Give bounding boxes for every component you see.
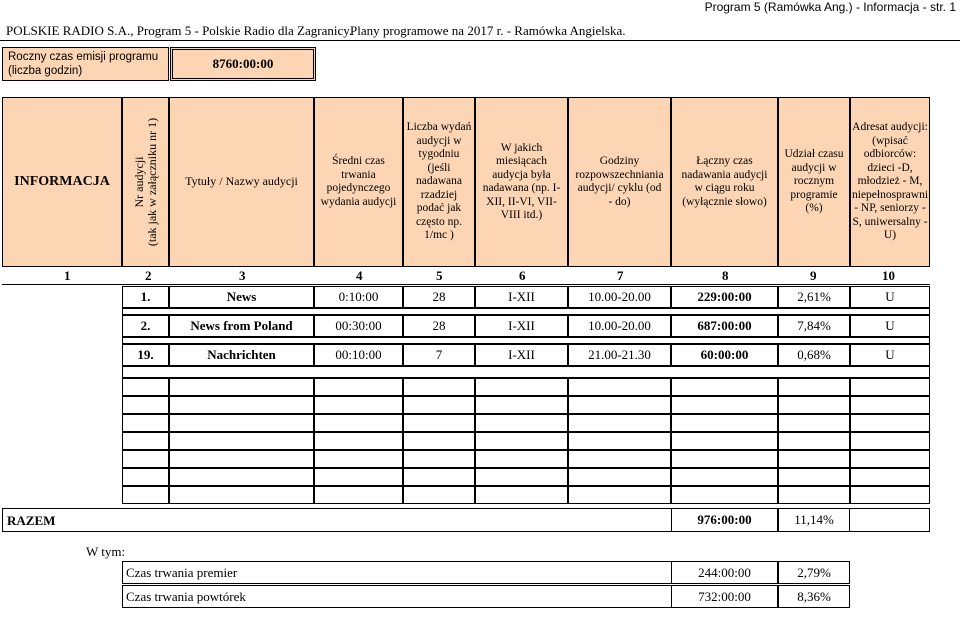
row-spacer (122, 337, 930, 344)
razem-share: 11,14% (778, 508, 850, 532)
empty-cell (314, 486, 403, 504)
empty-cell (778, 396, 850, 414)
empty-cell (850, 468, 930, 486)
empty-cell (475, 450, 568, 468)
summary-share: 2,79% (778, 561, 850, 584)
empty-cell (169, 450, 314, 468)
annual-label-box (2, 47, 169, 81)
annual-label-line1: Roczny czas emisji programu (8, 51, 159, 63)
table-cell-title: Nachrichten (169, 344, 314, 366)
empty-cell (475, 468, 568, 486)
empty-cell (850, 486, 930, 504)
empty-cell (778, 486, 850, 504)
col-months-header (475, 97, 568, 267)
empty-cell (403, 414, 475, 432)
col-number-row (2, 268, 930, 285)
summary-value: 732:00:00 (671, 585, 778, 608)
table-cell-share: 7,84% (778, 315, 850, 337)
empty-cell (314, 432, 403, 450)
summary-label: Czas trwania premier (126, 565, 238, 580)
table-cell-avg: 00:30:00 (314, 315, 403, 337)
table-cell-total: 687:00:00 (671, 315, 778, 337)
col-number: 2 (145, 268, 152, 283)
table-cell-title: News from Poland (169, 315, 314, 337)
empty-cell (850, 378, 930, 396)
table-cell-hours: 10.00-20.00 (568, 286, 671, 308)
summary-value: 244:00:00 (671, 561, 778, 584)
empty-cell (850, 414, 930, 432)
empty-cell (475, 414, 568, 432)
data-rows (122, 286, 930, 508)
summary-share: 8,36% (778, 585, 850, 608)
table-cell-share: 2,61% (778, 286, 850, 308)
table-cell-avg: 00:10:00 (314, 344, 403, 366)
empty-cell (778, 414, 850, 432)
col-number: 10 (882, 268, 895, 283)
col-avg-header (314, 97, 403, 267)
empty-cell (568, 396, 671, 414)
empty-grid (122, 378, 930, 508)
summary-label: Czas trwania powtórek (126, 589, 246, 604)
empty-cell (169, 432, 314, 450)
empty-cell (403, 486, 475, 504)
empty-cell (568, 450, 671, 468)
col-nr-header (122, 97, 169, 267)
col-number: 8 (722, 268, 729, 283)
empty-cell (403, 432, 475, 450)
empty-cell (122, 414, 169, 432)
col-weekly-header (403, 97, 475, 267)
empty-cell (671, 414, 778, 432)
col-weekly-text: Liczba wydań audycji w tygodniu (jeśli nadawana rzadziej podać jak często np. 1/mc ) (406, 121, 472, 242)
table-cell-nr: 2. (122, 315, 169, 337)
empty-cell (475, 396, 568, 414)
empty-cell (403, 378, 475, 396)
col-nr-line1: Nr audycji (131, 156, 145, 208)
row-spacer (122, 308, 930, 315)
empty-cell (122, 378, 169, 396)
empty-cell (778, 450, 850, 468)
table-cell-hours: 21.00-21.30 (568, 344, 671, 366)
col-hours-header (568, 97, 671, 267)
table-cell-weekly: 28 (403, 286, 475, 308)
empty-cell (169, 378, 314, 396)
table-cell-months: I-XII (475, 286, 568, 308)
col-total-header (671, 97, 778, 267)
razem-label: RAZEM (7, 513, 56, 528)
col-number: 7 (617, 268, 624, 283)
col-number: 3 (239, 268, 246, 283)
col-share-header (778, 97, 850, 267)
col-share-text: Udział czasu audycji w rocznym programie (%) (784, 148, 844, 215)
empty-cell (122, 396, 169, 414)
empty-cell (778, 432, 850, 450)
info-label: INFORMACJA (2, 97, 122, 267)
annual-value: 8760:00:00 (212, 56, 274, 71)
empty-cell (475, 486, 568, 504)
empty-cell (568, 468, 671, 486)
col-number: 6 (519, 268, 526, 283)
table-cell-audience: U (850, 286, 930, 308)
table-cell-title: News (169, 286, 314, 308)
header-underline (0, 40, 960, 41)
empty-cell (778, 378, 850, 396)
plan-title: Plany programowe na 2017 r. - Ramówka Angielska. (350, 23, 626, 38)
empty-cell (671, 486, 778, 504)
table-cell-hours: 10.00-20.00 (568, 315, 671, 337)
empty-cell (778, 468, 850, 486)
empty-cell (314, 450, 403, 468)
table-cell-audience: U (850, 344, 930, 366)
col-total-text: Łączny czas nadawania audycji w ciągu roku (wyłącznie słowo) (681, 155, 768, 208)
annual-value-box (170, 47, 316, 81)
razem-total: 976:00:00 (671, 508, 778, 532)
company-title: POLSKIE RADIO S.A., Program 5 - Polskie Radio dla Zagranicy. (6, 23, 353, 38)
table-cell-months: I-XII (475, 315, 568, 337)
empty-cell (169, 468, 314, 486)
col-nr-line2: (tak jak w załączniku nr 1) (144, 117, 159, 247)
col-number: 5 (436, 268, 443, 283)
empty-cell (403, 450, 475, 468)
empty-cell (671, 468, 778, 486)
empty-cell (475, 378, 568, 396)
empty-cell (403, 468, 475, 486)
empty-cell (169, 396, 314, 414)
table-cell-audience: U (850, 315, 930, 337)
table-cell-total: 229:00:00 (671, 286, 778, 308)
empty-cell (671, 432, 778, 450)
row-spacer (122, 366, 930, 378)
empty-cell (850, 432, 930, 450)
col-titles-text: Tytuły / Nazwy audycji (185, 174, 298, 189)
empty-cell (403, 396, 475, 414)
empty-cell (671, 450, 778, 468)
table-cell-months: I-XII (475, 344, 568, 366)
empty-cell (169, 486, 314, 504)
empty-cell (568, 486, 671, 504)
empty-cell (568, 432, 671, 450)
table-cell-share: 0,68% (778, 344, 850, 366)
empty-cell (314, 378, 403, 396)
empty-cell (475, 432, 568, 450)
table-cell-weekly: 7 (403, 344, 475, 366)
empty-cell (169, 414, 314, 432)
table-cell-nr: 1. (122, 286, 169, 308)
empty-cell (568, 414, 671, 432)
table-cell-nr: 19. (122, 344, 169, 366)
empty-cell (850, 450, 930, 468)
empty-cell (850, 396, 930, 414)
col-avg-text: Średni czas trwania pojedynczego wydania audycji (320, 155, 397, 208)
empty-cell (122, 432, 169, 450)
empty-cell (314, 396, 403, 414)
empty-cell (314, 414, 403, 432)
empty-cell (671, 378, 778, 396)
col-audience-header (850, 97, 930, 267)
w-tym-label: W tym: (86, 544, 126, 559)
empty-cell (122, 486, 169, 504)
col-hours-text: Godziny rozpowszechniania audycji/ cyklu (od - do) (575, 155, 664, 208)
col-number: 1 (64, 268, 71, 283)
col-months-text: W jakich miesiącach audycja była nadawana (np. I-XII, II-VI, VII-VIII itd.) (482, 141, 561, 221)
page-info: Program 5 (Ramówka Ang.) - Informacja - str. 1 (704, 0, 956, 14)
empty-cell (122, 450, 169, 468)
annual-label-line2: (liczba godzin) (8, 65, 83, 77)
table-cell-avg: 0:10:00 (314, 286, 403, 308)
empty-cell (568, 378, 671, 396)
empty-cell (314, 468, 403, 486)
empty-cell (671, 396, 778, 414)
table-cell-weekly: 28 (403, 315, 475, 337)
empty-cell (122, 468, 169, 486)
col-titles-header (169, 97, 314, 267)
col-number: 9 (810, 268, 817, 283)
table-cell-total: 60:00:00 (671, 344, 778, 366)
col-number: 4 (356, 268, 363, 283)
col-audience-text: Adresat audycji: (wpisać odbiorców: dzieci -D, młodzież - M, niepełnosprawni - NP, seniorzy - S, uniwersalny - U) (852, 121, 929, 242)
